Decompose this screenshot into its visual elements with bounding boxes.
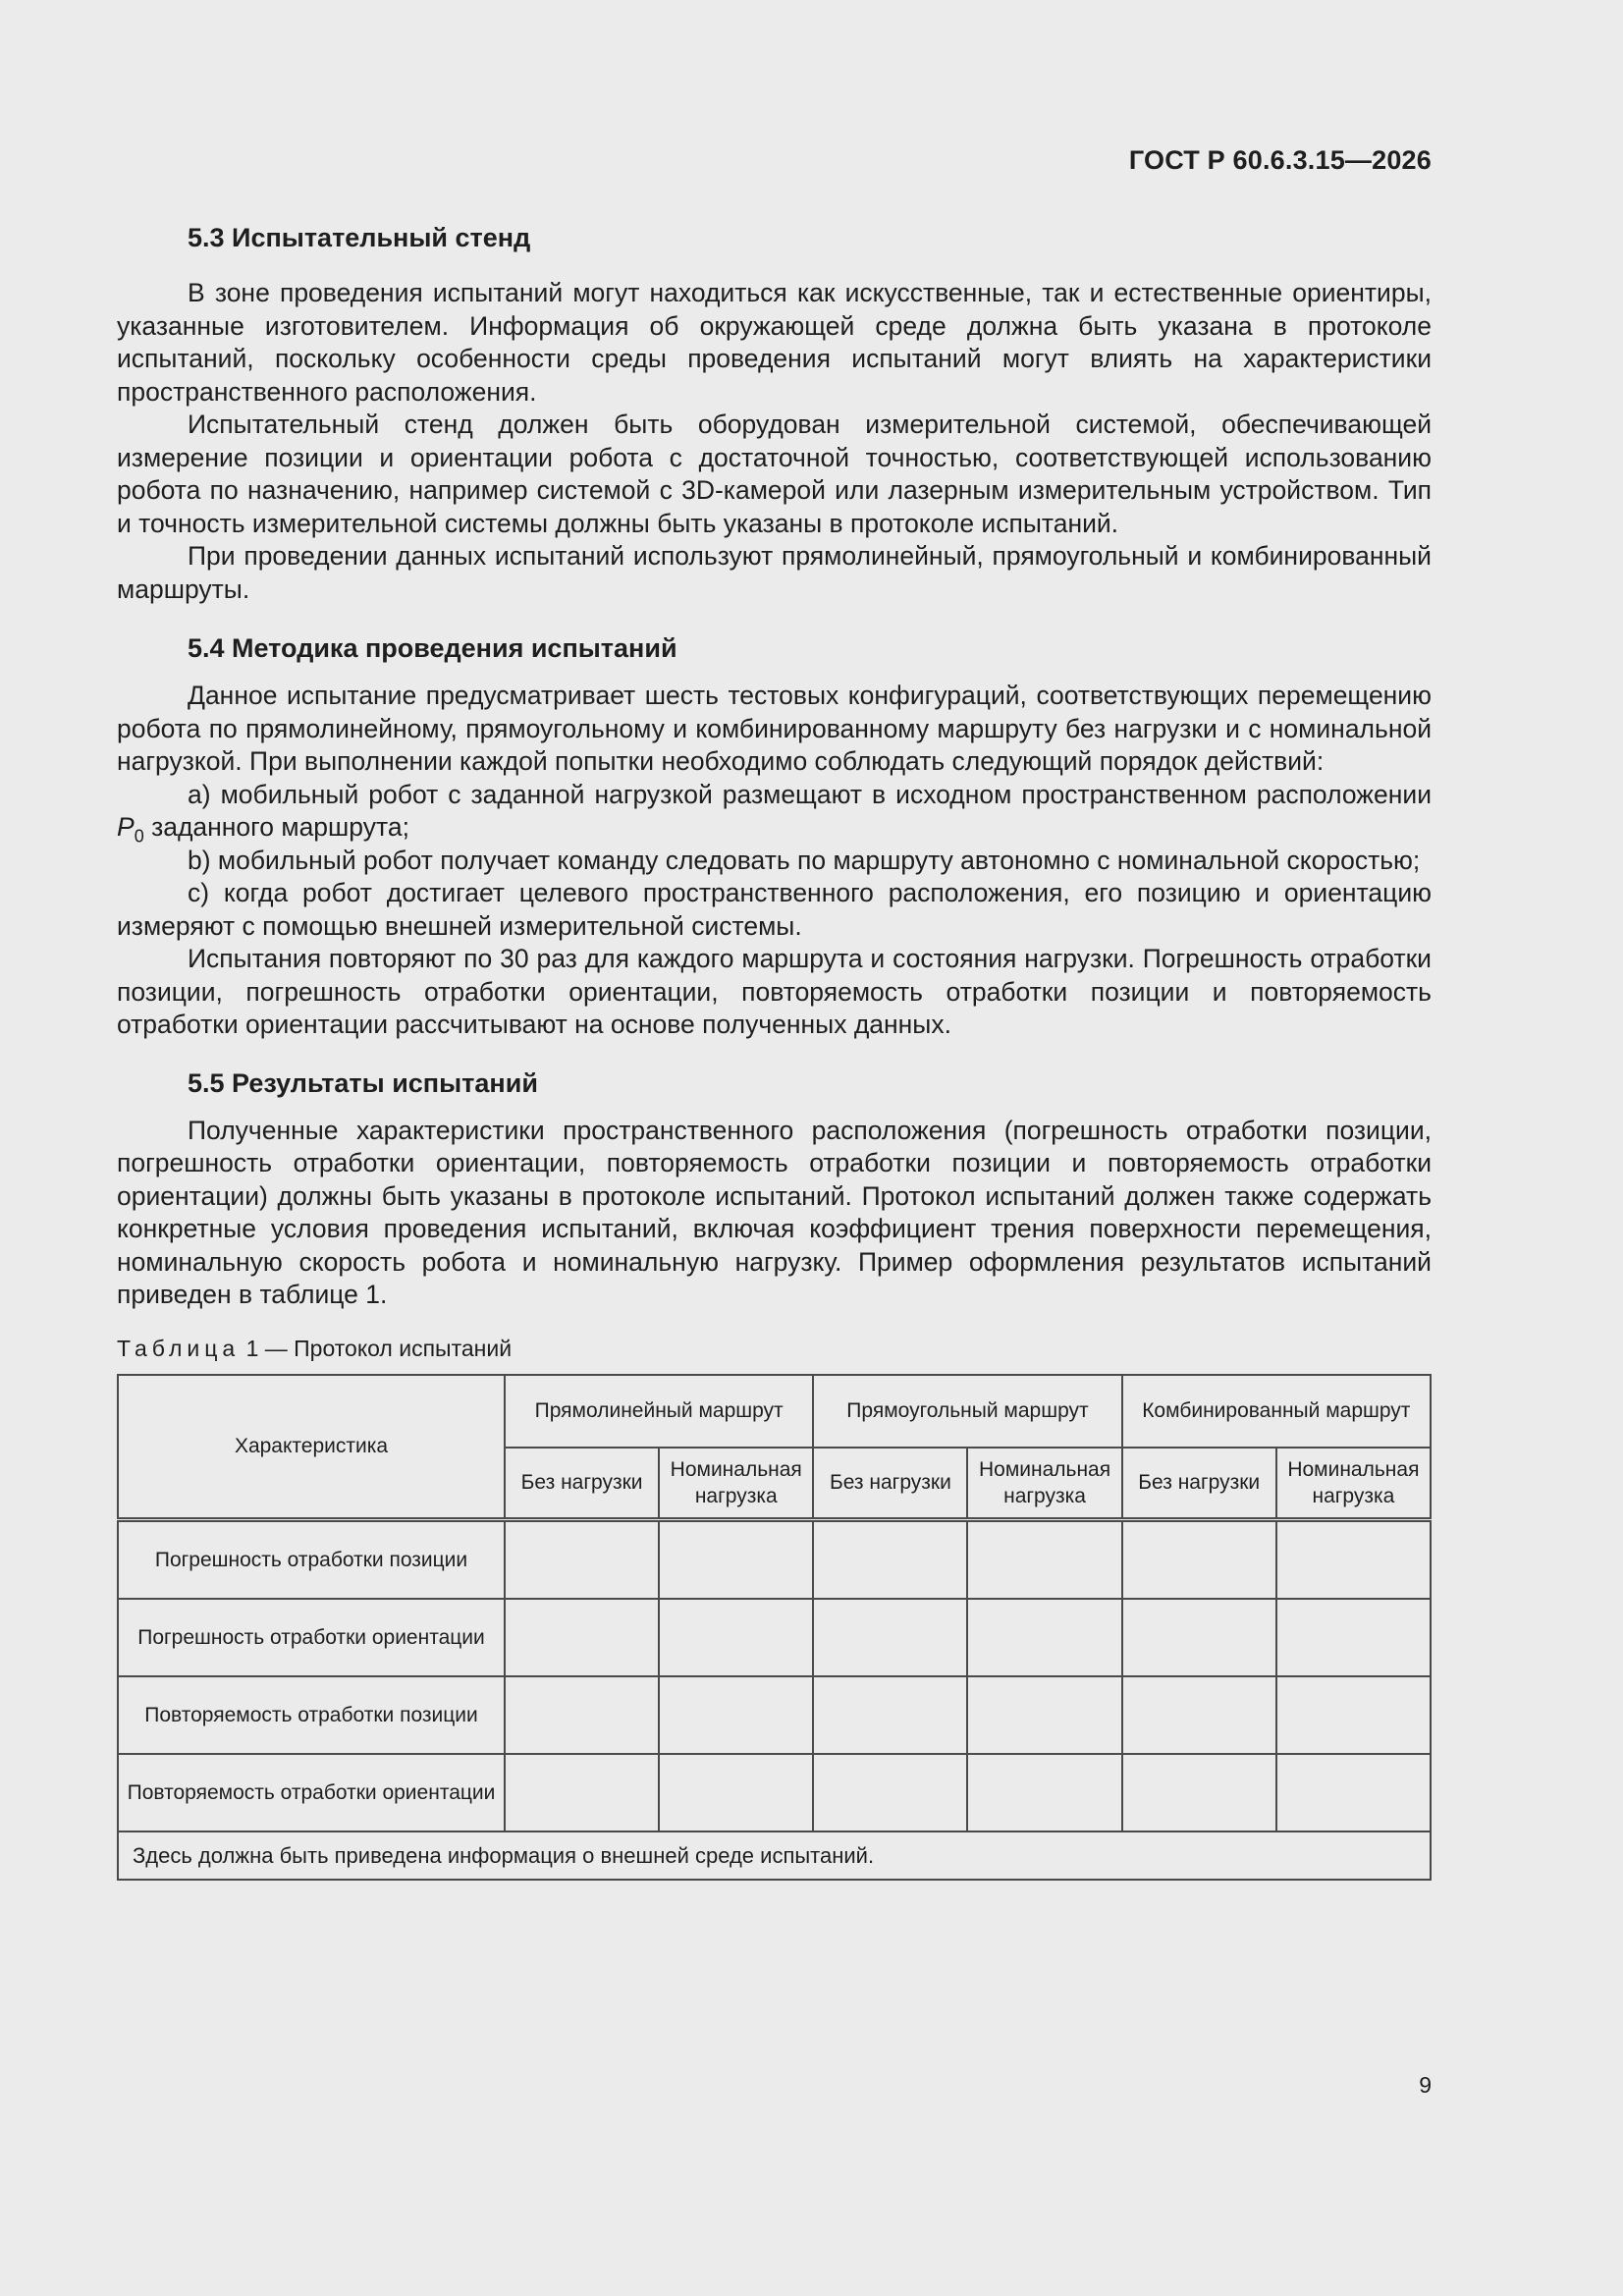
header-nominal-load: Номинальная нагрузка	[659, 1448, 813, 1520]
section-5-3-title: 5.3 Испытательный стенд	[188, 223, 531, 252]
table-row	[118, 1519, 1431, 1599]
empty-cell	[1122, 1599, 1276, 1676]
table-caption: Таблица 1 — Протокол испытаний	[117, 1335, 513, 1361]
empty-cell	[1122, 1676, 1276, 1754]
row-label: Повторяемость отработки позиции	[118, 1676, 505, 1754]
header-no-load: Без нагрузки	[1122, 1448, 1276, 1520]
empty-cell	[1122, 1519, 1276, 1599]
empty-cell	[505, 1599, 659, 1676]
empty-cell	[1276, 1676, 1431, 1754]
header-nominal-load: Номинальная нагрузка	[1276, 1448, 1431, 1520]
header-no-load: Без нагрузки	[813, 1448, 967, 1520]
empty-cell	[505, 1676, 659, 1754]
header-route-combined: Комбинированный маршрут	[1122, 1375, 1431, 1448]
header-route-straight: Прямолинейный маршрут	[505, 1375, 813, 1448]
empty-cell	[1276, 1754, 1431, 1831]
empty-cell	[659, 1519, 813, 1599]
section-5-4-item-b: b) мобильный робот получает команду следовать по маршруту автономно с номинальной скоростью;	[188, 845, 1421, 875]
header-no-load: Без нагрузки	[505, 1448, 659, 1520]
row-label: Повторяемость отработки ориентации	[118, 1754, 505, 1831]
document-code-header: ГОСТ Р 60.6.3.15—2026	[1128, 145, 1432, 175]
header-route-rectangular: Прямоугольный маршрут	[813, 1375, 1121, 1448]
table-note-row	[118, 1831, 1431, 1880]
empty-cell	[967, 1754, 1121, 1831]
section-5-3-paragraph-1: В зоне проведения испытаний могут находиться как искусственные, так и естественные ориентиры, указанные изготовителем. Информация об окружающей среде должна быть указана в протоколе испытаний, поскольку особенности среды проведения испытаний могут влиять на характеристики пространственного расположения.	[117, 278, 1432, 407]
section-5-5-title: 5.5 Результаты испытаний	[188, 1067, 538, 1098]
row-label: Погрешность отработки ориентации	[118, 1599, 505, 1676]
empty-cell	[505, 1754, 659, 1831]
empty-cell	[1122, 1754, 1276, 1831]
empty-cell	[659, 1754, 813, 1831]
empty-cell	[813, 1754, 967, 1831]
empty-cell	[967, 1676, 1121, 1754]
empty-cell	[813, 1599, 967, 1676]
empty-cell	[967, 1519, 1121, 1599]
table-row	[118, 1676, 1431, 1754]
empty-cell	[659, 1676, 813, 1754]
empty-cell	[813, 1676, 967, 1754]
header-nominal-load: Номинальная нагрузка	[967, 1448, 1121, 1520]
page-number: 9	[1419, 2072, 1432, 2098]
page-content	[117, 221, 1432, 1881]
table-note: Здесь должна быть приведена информация о внешней среде испытаний.	[118, 1831, 1431, 1880]
section-5-3-paragraph-3: При проведении данных испытаний используют прямолинейный, прямоугольный и комбинированный маршруты.	[117, 541, 1432, 604]
header-characteristic: Характеристика	[118, 1375, 505, 1520]
empty-cell	[505, 1519, 659, 1599]
section-5-4-title: 5.4 Методика проведения испытаний	[188, 633, 677, 664]
section-5-4-paragraph-1: Данное испытание предусматривает шесть тестовых конфигураций, соответствующих перемещению робота по прямолинейному, прямоугольному и комбинированному маршруту без нагрузки и с номинальной нагрузкой. При выполнении каждой попытки необходимо соблюдать следующий порядок действий:	[117, 681, 1432, 777]
empty-cell	[813, 1519, 967, 1599]
section-5-3-paragraph-2: Испытательный стенд должен быть оборудован измерительной системой, обеспечивающей измерение позиции и ориентации робота с достаточной точностью, соответствующей использованию робота по назначению, например системой с 3D-камерой или лазерным измерительным устройством. Тип и точность измерительной системы должны быть указаны в протоколе испытаний.	[117, 410, 1432, 538]
section-5-5-paragraph-1: Полученные характеристики пространственного расположения (погрешность отработки позиции, погрешность отработки ориентации, повторяемость отработки позиции и повторяемость отработки ориентации) должны быть указаны в протоколе испытаний. Протокол испытаний должен также содержать конкретные условия проведения испытаний, включая коэффициент трения поверхности перемещения, номинальную скорость робота и номинальную нагрузку. Пример оформления результатов испытаний приведен в таблице 1.	[117, 1115, 1432, 1310]
section-5-4-paragraph-2: Испытания повторяют по 30 раз для каждого маршрута и состояния нагрузки. Погрешность отработки позиции, погрешность отработки ориентации, повторяемость отработки позиции и повторяемость отработки ориентации рассчитывают на основе полученных данных.	[117, 944, 1432, 1040]
empty-cell	[1276, 1519, 1431, 1599]
section-5-4-item-a: а) мобильный робот с заданной нагрузкой размещают в исходном пространственном расположении $P_0$ заданного маршрута;	[117, 779, 1432, 847]
test-protocol-table	[117, 1374, 1432, 1881]
table-row	[118, 1599, 1431, 1676]
empty-cell	[967, 1599, 1121, 1676]
section-5-4-item-c: c) когда робот достигает целевого пространственного расположения, его позицию и ориентацию измеряют с помощью внешней измерительной системы.	[117, 878, 1432, 941]
empty-cell	[659, 1599, 813, 1676]
empty-cell	[1276, 1599, 1431, 1676]
row-label: Погрешность отработки позиции	[118, 1519, 505, 1599]
table-row	[118, 1754, 1431, 1831]
